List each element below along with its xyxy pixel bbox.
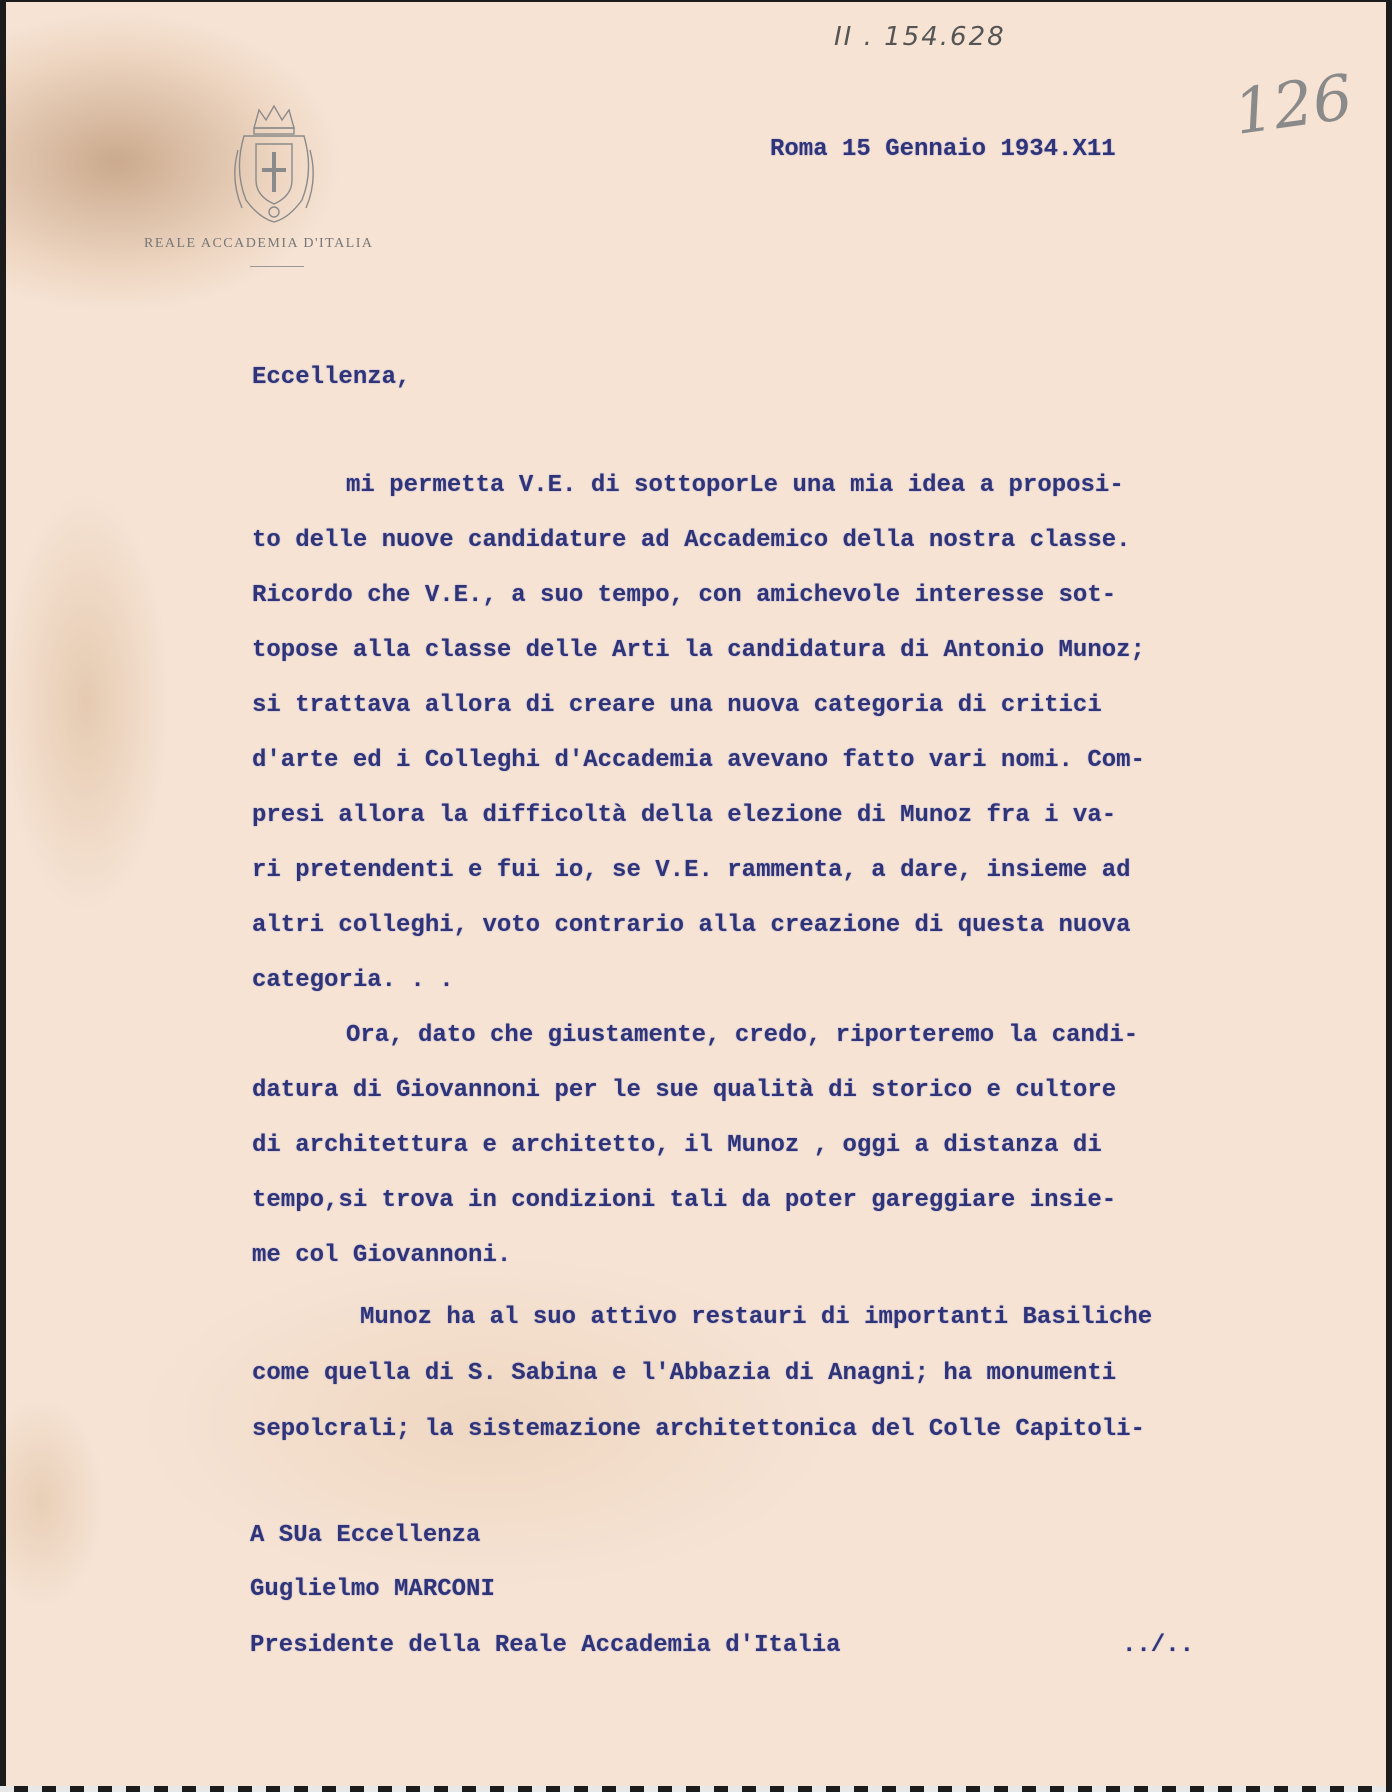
academy-name: REALE ACCADEMIA D'ITALIA	[144, 236, 374, 251]
body-line: Munoz ha al suo attivo restauri di importanti Basiliche	[360, 1304, 1153, 1331]
body-line: come quella di S. Sabina e l'Abbazia di Anagni; ha monumenti	[252, 1360, 1117, 1387]
folio-number: 126	[1229, 60, 1357, 149]
body-line: d'arte ed i Colleghi d'Accademia avevano fatto vari nomi. Com-	[252, 747, 1145, 774]
scale-ruler	[0, 1786, 1392, 1792]
body-line: to delle nuove candidature ad Accademico della nostra classe.	[252, 527, 1131, 554]
letter-page	[6, 2, 1386, 1788]
body-line: Ora, dato che giustamente, credo, riporteremo la candi-	[346, 1022, 1139, 1049]
addressee-title: A SUa Eccellenza	[250, 1522, 481, 1549]
body-line: topose alla classe delle Arti la candidatura di Antonio Munoz;	[252, 637, 1145, 664]
archive-number: II . 154.628	[834, 22, 1006, 52]
body-line: datura di Giovannoni per le sue qualità di storico e cultore	[252, 1077, 1117, 1104]
salutation: Eccellenza,	[252, 364, 411, 391]
addressee-name: Guglielmo MARCONI	[250, 1576, 495, 1603]
letter-date: Roma 15 Gennaio 1934.X11	[770, 136, 1116, 163]
addressee-role: Presidente della Reale Accademia d'Italia	[250, 1632, 841, 1659]
body-line: di architettura e architetto, il Munoz , oggi a distanza di	[252, 1132, 1102, 1159]
royal-crest-icon	[224, 100, 324, 230]
body-line: sepolcrali; la sistemazione architettonica del Colle Capitoli-	[252, 1416, 1145, 1443]
body-line: categoria. . .	[252, 967, 454, 994]
body-line: tempo,si trova in condizioni tali da poter gareggiare insie-	[252, 1187, 1117, 1214]
letterhead-divider	[250, 266, 304, 267]
body-line: presi allora la difficoltà della elezione di Munoz fra i va-	[252, 802, 1117, 829]
body-line: Ricordo che V.E., a suo tempo, con amichevole interesse sot-	[252, 582, 1117, 609]
body-line: altri colleghi, voto contrario alla creazione di questa nuova	[252, 912, 1131, 939]
body-line: si trattava allora di creare una nuova categoria di critici	[252, 692, 1102, 719]
continuation-mark: ../..	[1122, 1632, 1195, 1659]
body-line: me col Giovannoni.	[252, 1242, 512, 1269]
body-line: mi permetta V.E. di sottoporLe una mia idea a proposi-	[346, 472, 1124, 499]
body-line: ri pretendenti e fui io, se V.E. rammenta, a dare, insieme ad	[252, 857, 1131, 884]
